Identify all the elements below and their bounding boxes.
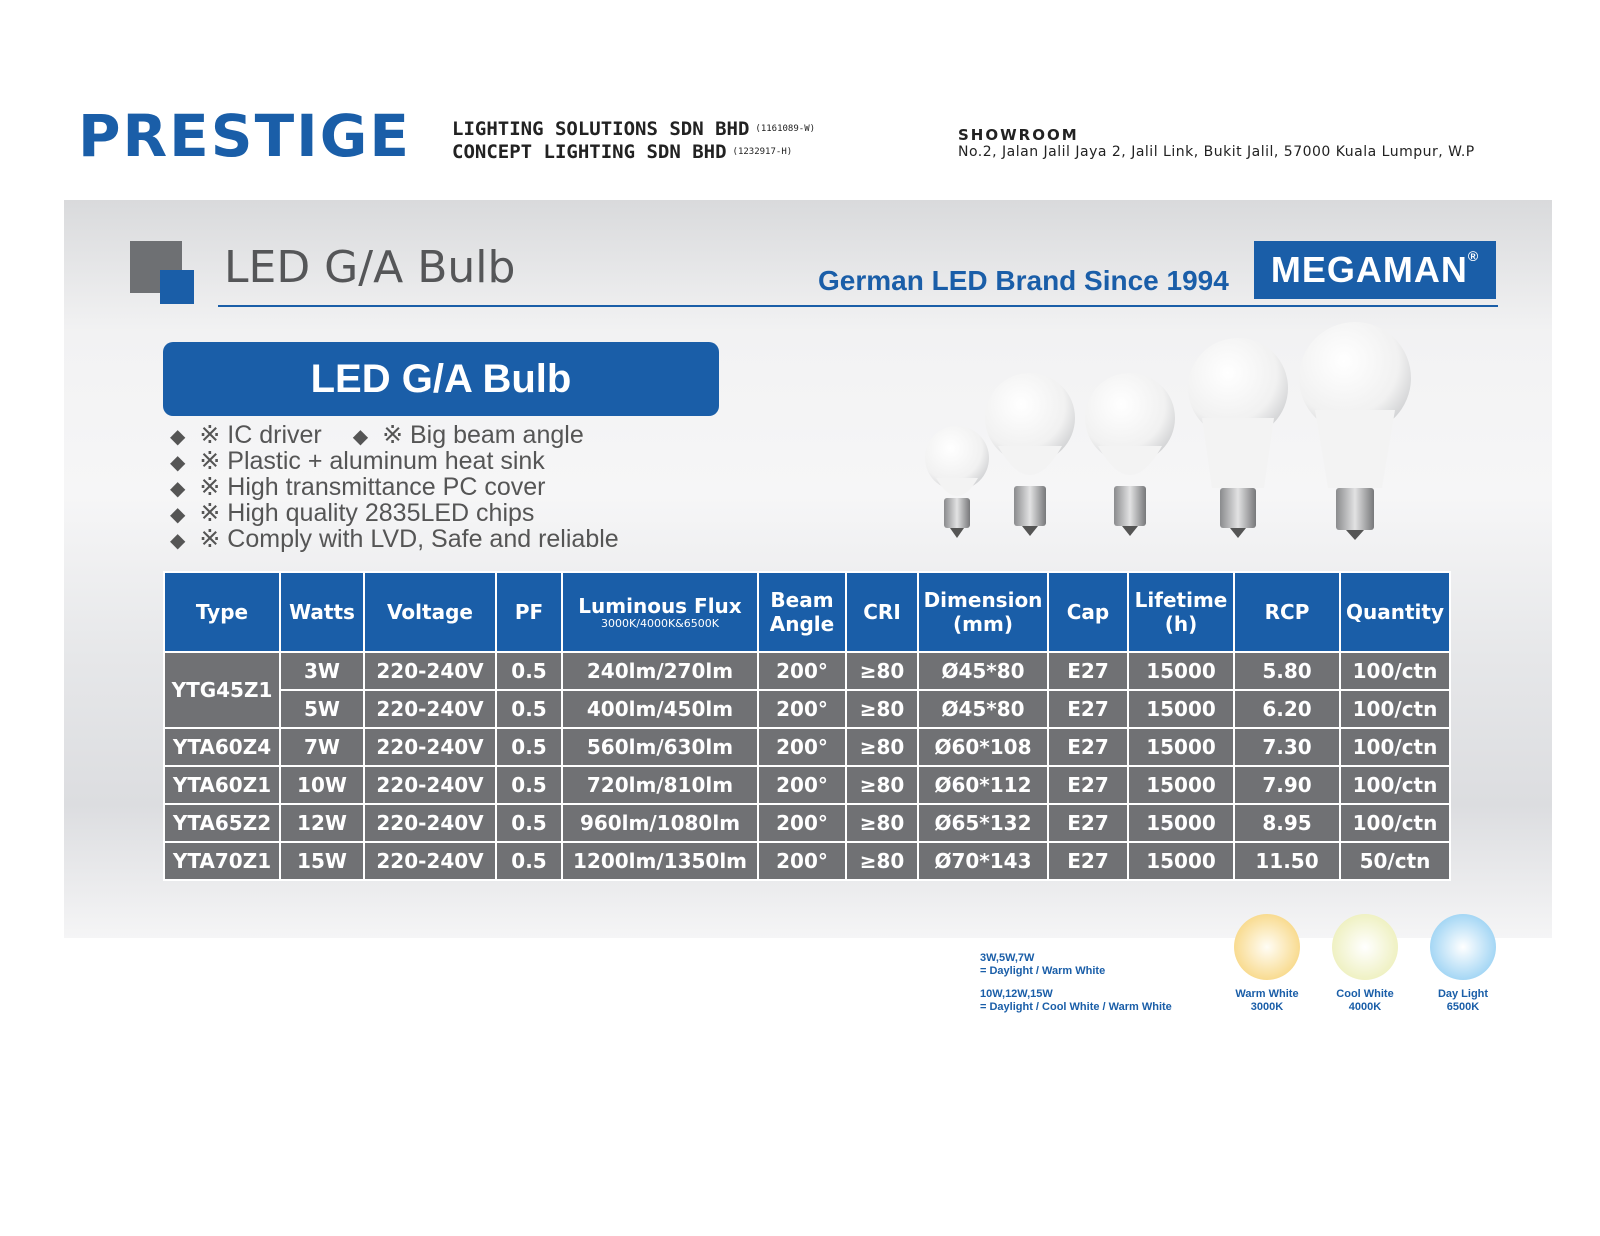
cell-voltage: 220-240V — [364, 842, 496, 880]
cell-flux: 240lm/270lm — [562, 652, 758, 690]
cell-dimension: Ø60*108 — [918, 728, 1048, 766]
feature-text: ※ Plastic + aluminum heat sink — [199, 447, 545, 475]
cell-cap: E27 — [1048, 728, 1128, 766]
feature-text: ※ High quality 2835LED chips — [199, 499, 535, 527]
note-group1-colors: = Daylight / Warm White — [980, 965, 1106, 977]
table-row — [164, 804, 1450, 842]
product-badge: LED G/A Bulb — [163, 342, 719, 416]
col-rcp: RCP — [1234, 572, 1340, 652]
col-beam-line1: Beam — [770, 588, 834, 612]
company-names — [452, 118, 815, 164]
megaman-logo-text: MEGAMAN — [1270, 249, 1468, 290]
cell-flux: 720lm/810lm — [562, 766, 758, 804]
cell-pf: 0.5 — [496, 728, 562, 766]
feature-row — [170, 448, 643, 474]
col-type: Type — [164, 572, 280, 652]
feature-text: ※ IC driver — [199, 421, 322, 449]
cell-cap: E27 — [1048, 652, 1128, 690]
cell-cap: E27 — [1048, 690, 1128, 728]
color-option-notes — [980, 952, 1172, 1014]
color-temp-kelvin: 3000K — [1250, 1001, 1284, 1013]
note-group2-colors: = Daylight / Cool White / Warm White — [980, 1001, 1172, 1013]
cell-pf: 0.5 — [496, 842, 562, 880]
col-beam-line2: Angle — [769, 612, 835, 636]
diamond-bullet-icon: ◆ — [170, 530, 186, 552]
company-name-2: CONCEPT LIGHTING SDN BHD — [452, 141, 727, 163]
col-cri: CRI — [846, 572, 918, 652]
col-life-line1: Lifetime — [1134, 588, 1228, 612]
col-quantity: Quantity — [1340, 572, 1450, 652]
col-dim-line2: (mm) — [953, 612, 1013, 636]
note-group1-watts: 3W,5W,7W — [980, 952, 1035, 964]
company-line-1 — [452, 118, 815, 141]
col-luminous-flux — [562, 572, 758, 652]
color-temp-name: Cool White — [1336, 988, 1394, 1000]
cell-dimension: Ø65*132 — [918, 804, 1048, 842]
feature-item — [170, 422, 322, 450]
cell-rcp: 7.30 — [1234, 728, 1340, 766]
feature-text: ※ High transmittance PC cover — [199, 473, 546, 501]
cell-flux: 560lm/630lm — [562, 728, 758, 766]
cell-quantity: 100/ctn — [1340, 804, 1450, 842]
registered-mark: ® — [1467, 248, 1480, 264]
feature-list — [170, 422, 643, 552]
cell-dimension: Ø45*80 — [918, 690, 1048, 728]
company-reg-2: (1232917-H) — [732, 147, 793, 157]
cell-rcp: 8.95 — [1234, 804, 1340, 842]
showroom-address: No.2, Jalan Jalil Jaya 2, Jalil Link, Bukit Jalil, 57000 Kuala Lumpur, W.P — [958, 144, 1475, 160]
cell-cri: ≥80 — [846, 728, 918, 766]
table-row — [164, 652, 1450, 690]
cell-quantity: 100/ctn — [1340, 728, 1450, 766]
col-cap: Cap — [1048, 572, 1128, 652]
cell-cri: ≥80 — [846, 804, 918, 842]
cell-rcp: 6.20 — [1234, 690, 1340, 728]
swatch-warm-white — [1234, 914, 1300, 980]
cell-voltage: 220-240V — [364, 728, 496, 766]
cell-beam: 200° — [758, 766, 846, 804]
bulb-7w-icon — [985, 373, 1075, 536]
brand-tagline: German LED Brand Since 1994 — [818, 265, 1229, 296]
table-header-row — [164, 572, 1450, 652]
cell-voltage: 220-240V — [364, 766, 496, 804]
col-pf: PF — [496, 572, 562, 652]
table-row — [164, 728, 1450, 766]
cell-type: YTG45Z1 — [164, 652, 280, 728]
company-line-2 — [452, 141, 815, 164]
cell-lifetime: 15000 — [1128, 690, 1234, 728]
cell-watts: 12W — [280, 804, 364, 842]
feature-item — [170, 448, 545, 476]
feature-item — [353, 422, 584, 450]
cell-lifetime: 15000 — [1128, 842, 1234, 880]
cell-beam: 200° — [758, 652, 846, 690]
feature-row — [170, 474, 643, 500]
cell-watts: 7W — [280, 728, 364, 766]
color-temp-kelvin: 6500K — [1446, 1001, 1480, 1013]
bulb-illustrations — [900, 318, 1460, 558]
table-row — [164, 842, 1450, 880]
bulb-10w-icon — [1085, 373, 1175, 536]
cell-voltage: 220-240V — [364, 690, 496, 728]
cell-lifetime: 15000 — [1128, 728, 1234, 766]
col-life-line2: (h) — [1164, 612, 1198, 636]
cell-cri: ≥80 — [846, 842, 918, 880]
swatch-day-light — [1430, 914, 1496, 980]
col-lifetime — [1128, 572, 1234, 652]
cell-dimension: Ø60*112 — [918, 766, 1048, 804]
cell-dimension: Ø70*143 — [918, 842, 1048, 880]
col-dim-line1: Dimension — [923, 588, 1043, 612]
cell-voltage: 220-240V — [364, 804, 496, 842]
feature-text: ※ Comply with LVD, Safe and reliable — [199, 525, 619, 553]
cell-type: YTA70Z1 — [164, 842, 280, 880]
bulb-3w-icon — [925, 426, 989, 538]
diamond-bullet-icon: ◆ — [352, 426, 369, 448]
cell-flux: 960lm/1080lm — [562, 804, 758, 842]
feature-text: ※ Big beam angle — [382, 421, 584, 449]
cell-type: YTA60Z1 — [164, 766, 280, 804]
cell-lifetime: 15000 — [1128, 652, 1234, 690]
cell-rcp: 5.80 — [1234, 652, 1340, 690]
col-watts: Watts — [280, 572, 364, 652]
table-row — [164, 766, 1450, 804]
cell-lifetime: 15000 — [1128, 804, 1234, 842]
cell-quantity: 100/ctn — [1340, 766, 1450, 804]
cell-flux: 400lm/450lm — [562, 690, 758, 728]
showroom-title: SHOWROOM — [958, 126, 1079, 144]
swatch-cool-white — [1332, 914, 1398, 980]
feature-item — [170, 474, 545, 502]
cell-pf: 0.5 — [496, 652, 562, 690]
diamond-bullet-icon: ◆ — [170, 452, 186, 474]
feature-item — [170, 526, 619, 554]
feature-row — [170, 526, 643, 552]
feature-item — [170, 500, 534, 528]
color-temp-kelvin: 4000K — [1348, 1001, 1382, 1013]
cell-rcp: 11.50 — [1234, 842, 1340, 880]
feature-row — [170, 500, 643, 526]
cell-flux: 1200lm/1350lm — [562, 842, 758, 880]
color-temp-name: Day Light — [1437, 988, 1489, 1000]
cell-beam: 200° — [758, 728, 846, 766]
title-divider — [218, 305, 1498, 307]
color-temp-name: Warm White — [1235, 988, 1299, 1000]
cell-pf: 0.5 — [496, 766, 562, 804]
swatch-label-warm-white — [1222, 988, 1312, 1014]
cell-beam: 200° — [758, 842, 846, 880]
cell-cri: ≥80 — [846, 766, 918, 804]
cell-cap: E27 — [1048, 804, 1128, 842]
swatch-label-cool-white — [1320, 988, 1410, 1014]
cell-cap: E27 — [1048, 842, 1128, 880]
section-title: LED G/A Bulb — [224, 242, 516, 293]
cell-beam: 200° — [758, 690, 846, 728]
cell-pf: 0.5 — [496, 690, 562, 728]
cell-beam: 200° — [758, 804, 846, 842]
table-row — [164, 690, 1450, 728]
cell-watts: 3W — [280, 652, 364, 690]
cell-quantity: 50/ctn — [1340, 842, 1450, 880]
cell-watts: 10W — [280, 766, 364, 804]
cell-watts: 5W — [280, 690, 364, 728]
cell-dimension: Ø45*80 — [918, 652, 1048, 690]
spec-table — [163, 571, 1451, 881]
feature-row — [170, 422, 643, 448]
showroom-info — [958, 127, 1475, 161]
cell-rcp: 7.90 — [1234, 766, 1340, 804]
col-flux-label: Luminous Flux — [578, 594, 742, 618]
cell-cri: ≥80 — [846, 690, 918, 728]
company-reg-1: (1161089-W) — [755, 124, 816, 134]
swatch-label-day-light — [1418, 988, 1508, 1014]
section-logo-square-blue — [160, 270, 194, 304]
company-name-1: LIGHTING SOLUTIONS SDN BHD — [452, 118, 750, 140]
megaman-logo — [1254, 241, 1496, 299]
cell-type: YTA60Z4 — [164, 728, 280, 766]
col-beam-angle — [758, 572, 846, 652]
cell-pf: 0.5 — [496, 804, 562, 842]
bulb-15w-icon — [1299, 322, 1411, 540]
bulb-12w-icon — [1188, 338, 1288, 538]
cell-cap: E27 — [1048, 766, 1128, 804]
cell-lifetime: 15000 — [1128, 766, 1234, 804]
cell-voltage: 220-240V — [364, 652, 496, 690]
cell-type: YTA65Z2 — [164, 804, 280, 842]
diamond-bullet-icon: ◆ — [170, 426, 186, 448]
cell-cri: ≥80 — [846, 652, 918, 690]
diamond-bullet-icon: ◆ — [170, 504, 186, 526]
brand-logo-prestige: PRESTIGE — [78, 102, 411, 170]
diamond-bullet-icon: ◆ — [170, 478, 186, 500]
col-flux-sub: 3000K/4000K&6500K — [601, 617, 719, 630]
col-voltage: Voltage — [364, 572, 496, 652]
cell-watts: 15W — [280, 842, 364, 880]
col-dimension — [918, 572, 1048, 652]
cell-quantity: 100/ctn — [1340, 690, 1450, 728]
cell-quantity: 100/ctn — [1340, 652, 1450, 690]
note-group2-watts: 10W,12W,15W — [980, 988, 1053, 1000]
